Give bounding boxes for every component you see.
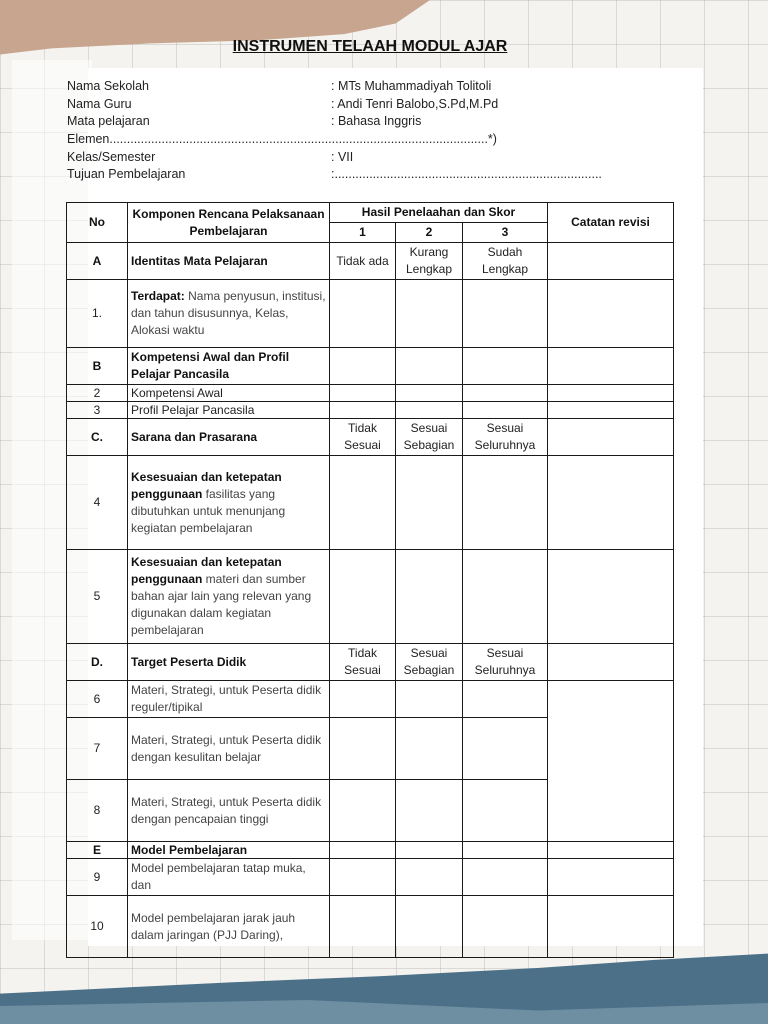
info-row-elemen	[67, 131, 687, 149]
score-cell[interactable]	[330, 896, 396, 958]
info-label: Nama Sekolah	[67, 79, 149, 93]
row-text-rest: materi dan sumber bahan ajar lain yang relevan yang digunakan dalam kegiatan pembelajaran	[131, 572, 312, 637]
score-cell[interactable]	[396, 280, 463, 348]
score-cell[interactable]	[463, 859, 548, 896]
catatan-cell[interactable]	[548, 859, 674, 896]
score-label: Sesuai Sebagian	[396, 419, 463, 456]
row-no: 6	[67, 681, 128, 718]
section-row	[67, 419, 674, 456]
section-row	[67, 348, 674, 385]
header-hasil: Hasil Penelaahan dan Skor	[330, 203, 548, 223]
info-label: Tujuan Pembelajaran	[67, 167, 186, 182]
section-title: Sarana dan Prasarana	[128, 419, 330, 456]
header-score-3: 3	[463, 223, 548, 243]
row-no: 10	[67, 896, 128, 958]
row-text	[128, 280, 330, 348]
header-score-1: 1	[330, 223, 396, 243]
row-text-lead: Terdapat:	[131, 289, 185, 303]
score-cell	[396, 842, 463, 859]
table-row	[67, 859, 674, 896]
row-no: 8	[67, 780, 128, 842]
table-row	[67, 456, 674, 550]
table-row	[67, 385, 674, 402]
score-label: Tidak ada	[330, 243, 396, 280]
row-text-rest: fasilitas yang dibutuhkan untuk menunjang kegiatan pembelajaran	[131, 486, 286, 535]
row-text-rest: Nama penyusun, institusi, dan tahun disusunnya, Kelas, Alokasi waktu	[131, 289, 326, 337]
section-row	[67, 644, 674, 681]
header-komponen: Komponen Rencana Pelaksanaan Pembelajaran	[128, 203, 330, 243]
catatan-cell-merged[interactable]	[548, 681, 674, 842]
info-row-tujuan	[67, 166, 687, 184]
section-title: Identitas Mata Pelajaran	[128, 243, 330, 280]
catatan-cell[interactable]	[548, 456, 674, 550]
catatan-cell[interactable]	[548, 550, 674, 644]
header-score-2: 2	[396, 223, 463, 243]
row-no: 9	[67, 859, 128, 896]
score-cell	[463, 842, 548, 859]
score-cell	[330, 842, 396, 859]
score-cell[interactable]	[463, 780, 548, 842]
section-no: B	[67, 348, 128, 385]
row-text	[128, 456, 330, 550]
table-row	[67, 402, 674, 419]
score-cell[interactable]	[396, 456, 463, 550]
row-no: 7	[67, 718, 128, 780]
score-label: Sesuai Sebagian	[396, 644, 463, 681]
section-row	[67, 243, 674, 280]
info-value: : VII	[331, 149, 354, 164]
row-no: 4	[67, 456, 128, 550]
info-value: : MTs Muhammadiyah Tolitoli	[331, 79, 492, 93]
score-cell[interactable]	[396, 385, 463, 402]
catatan-cell[interactable]	[548, 385, 674, 402]
section-no: C.	[67, 419, 128, 456]
catatan-cell[interactable]	[548, 280, 674, 348]
table-row	[67, 681, 674, 718]
row-text: Kompetensi Awal	[128, 385, 330, 402]
catatan-cell	[548, 842, 674, 859]
score-cell[interactable]	[463, 896, 548, 958]
catatan-cell	[548, 644, 674, 681]
info-value: : Bahasa Inggris	[331, 114, 422, 129]
info-row-nama-guru	[67, 96, 687, 114]
score-cell[interactable]	[330, 402, 396, 419]
score-cell[interactable]	[463, 718, 548, 780]
score-cell[interactable]	[463, 456, 548, 550]
score-cell[interactable]	[396, 896, 463, 958]
score-label: Sudah Lengkap	[463, 243, 548, 280]
row-text: Materi, Strategi, untuk Peserta didik dengan kesulitan belajar	[128, 718, 330, 780]
row-text: Materi, Strategi, untuk Peserta didik reguler/tipikal	[128, 681, 330, 718]
catatan-cell[interactable]	[548, 402, 674, 419]
catatan-cell	[548, 243, 674, 280]
section-title: Target Peserta Didik	[128, 644, 330, 681]
info-value: :.............................................................................	[331, 167, 602, 182]
catatan-cell	[548, 348, 674, 385]
info-row-mata-pelajaran	[67, 113, 687, 131]
catatan-cell[interactable]	[548, 896, 674, 958]
score-cell[interactable]	[396, 681, 463, 718]
score-cell[interactable]	[330, 718, 396, 780]
score-cell[interactable]	[396, 550, 463, 644]
table-row	[67, 896, 674, 958]
info-label: Nama Guru	[67, 96, 132, 111]
row-text: Materi, Strategi, untuk Peserta didik dengan pencapaian tinggi	[128, 780, 330, 842]
row-no: 5	[67, 550, 128, 644]
info-elemen: Elemen.............................................................................................................*)	[67, 132, 497, 147]
score-cell[interactable]	[463, 280, 548, 348]
info-label: Kelas/Semester	[67, 149, 156, 164]
section-row	[67, 842, 674, 859]
info-value: : Andi Tenri Balobo,S.Pd,M.Pd	[331, 96, 499, 111]
score-cell	[330, 348, 396, 385]
score-label: Kurang Lengkap	[396, 243, 463, 280]
table-row	[67, 280, 674, 348]
score-cell[interactable]	[463, 385, 548, 402]
score-cell[interactable]	[396, 718, 463, 780]
info-row-kelas	[67, 149, 687, 167]
row-no: 2	[67, 385, 128, 402]
row-no: 3	[67, 402, 128, 419]
score-cell	[396, 348, 463, 385]
document-title: INSTRUMEN TELAAH MODUL AJAR	[232, 38, 508, 55]
score-cell[interactable]	[463, 402, 548, 419]
score-cell[interactable]	[330, 385, 396, 402]
section-no: D.	[67, 644, 128, 681]
score-cell[interactable]	[330, 280, 396, 348]
section-title: Kompetensi Awal dan Profil Pelajar Pancasila	[128, 348, 330, 385]
section-no: A	[67, 243, 128, 280]
score-cell[interactable]	[330, 681, 396, 718]
info-label: Mata pelajaran	[67, 114, 150, 129]
row-text	[128, 550, 330, 644]
row-text: Profil Pelajar Pancasila	[128, 402, 330, 419]
row-text: Model pembelajaran jarak jauh dalam jaringan (PJJ Daring),	[128, 896, 330, 958]
score-cell	[463, 348, 548, 385]
score-label: Sesuai Seluruhnya	[463, 419, 548, 456]
score-cell[interactable]	[330, 550, 396, 644]
telaah-table	[66, 202, 674, 958]
header-no: No	[67, 203, 128, 243]
score-label: Sesuai Seluruhnya	[463, 644, 548, 681]
table-row	[67, 550, 674, 644]
row-text: Model pembelajaran tatap muka, dan	[128, 859, 330, 896]
score-cell[interactable]	[396, 859, 463, 896]
score-cell[interactable]	[330, 456, 396, 550]
table-header-row	[67, 203, 674, 223]
info-row-nama-sekolah	[67, 78, 687, 96]
score-cell[interactable]	[330, 780, 396, 842]
section-no: E	[67, 842, 128, 859]
score-cell[interactable]	[396, 780, 463, 842]
score-label: Tidak Sesuai	[330, 419, 396, 456]
row-text-lead: Kesesuaian dan ketepatan penggunaan	[131, 469, 282, 501]
info-section	[67, 78, 687, 184]
row-no: 1.	[67, 280, 128, 348]
catatan-cell	[548, 419, 674, 456]
score-cell[interactable]	[463, 550, 548, 644]
score-cell[interactable]	[396, 402, 463, 419]
header-catatan: Catatan revisi	[548, 203, 674, 243]
row-text-lead: Kesesuaian dan ketepatan penggunaan	[131, 555, 282, 586]
score-cell[interactable]	[463, 681, 548, 718]
score-cell[interactable]	[330, 859, 396, 896]
score-label: Tidak Sesuai	[330, 644, 396, 681]
section-title: Model Pembelajaran	[128, 842, 330, 859]
